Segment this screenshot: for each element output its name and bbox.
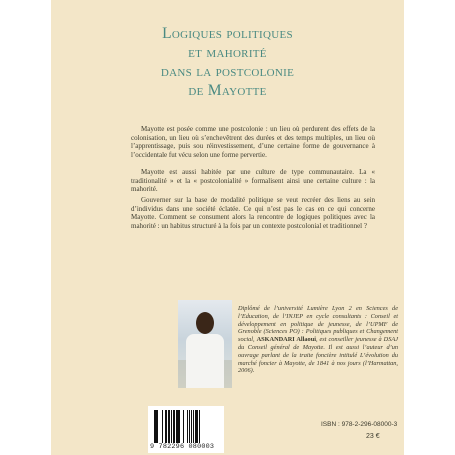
bio-before: Diplômé de l’université Lumière Lyon 2 en Sciences de l’Education, de l’INJEP en cycle consultants : Conseil et développement en politique de jeunesse, de l’UPMF de Grenoble (Sciences PO) : Politiques publiques et Changement social, — [238, 305, 398, 344]
author-shirt — [186, 334, 224, 388]
book-back-cover — [51, 0, 404, 455]
title-line-4: de Mayotte — [188, 82, 267, 99]
barcode-bars — [154, 410, 218, 443]
title-line-3: dans la postcolonie — [160, 63, 295, 80]
author-name: ASKANDARI Allaoui — [256, 336, 316, 344]
price-label: 23 € — [366, 433, 380, 440]
author-photo — [178, 300, 232, 388]
title-line-1: Logiques politiques — [162, 25, 293, 42]
isbn-label: ISBN : 978-2-296-08000-3 — [321, 421, 398, 428]
summary-paragraph-3: Gouverner sur la base de modalité politique se veut recréer des liens au sein d’individus dans une société éclatée. Ce qui n’est pas le cas en ce qui concerne Mayotte. Comment se consument alors la rencontre de logiques politiques avec la mahorité : un habitus structuré à la fois par un contexte postcolonial et traditionnel ? — [131, 196, 375, 230]
summary-paragraph-1: Mayotte est posée comme une postcolonie : un lieu où perdurent des effets de la colonisation, un lieu où s’enchevêtrent des durées et des temps multiples, un lieu où l’apprentissage, puis sou réinvestissement, d’une certaine forme de gouvernance à l’occidentale fut vécu selon une forme pervertie. — [131, 125, 375, 159]
barcode-digits: 9 782296 080003 — [150, 443, 215, 451]
barcode-stripe — [200, 410, 201, 443]
summary-paragraph-2: Mayotte est aussi habitée par une culture de type communautaire. La « traditionalité » et la « postcolonialité » formalisent ainsi une certaine culture : la mahorité. — [131, 168, 375, 194]
title-line-2: et mahorité — [188, 44, 267, 61]
author-bio — [238, 305, 398, 375]
book-title — [51, 24, 404, 100]
author-face — [196, 312, 214, 334]
barcode — [148, 406, 224, 453]
bio-after: , est conseiller jeunesse à DSAJ du Conseil général de Mayotte. Il est aussi l’auteur d’un ouvrage parlant de la traite foncière intitulé L’évolution du marché foncier à Mayotte, de 1841 à nos jours (l’Harmattan, 2006). — [238, 336, 398, 375]
